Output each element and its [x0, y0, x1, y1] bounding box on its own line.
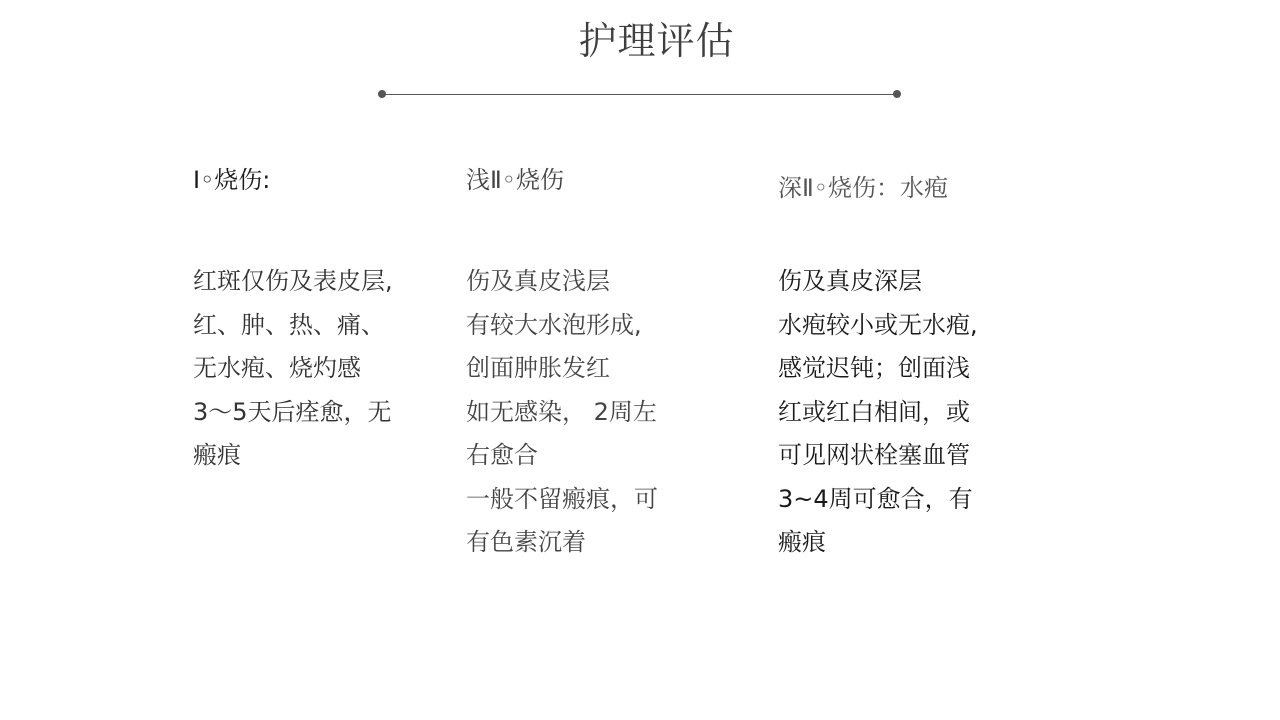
page-title: 护理评估	[578, 19, 735, 63]
column-body	[193, 260, 393, 478]
column-body	[466, 260, 658, 565]
body-line: 水疱较小或无水疱,	[778, 310, 978, 339]
body-line: 伤及真皮浅层	[466, 267, 610, 295]
body-line: 有较大水泡形成,	[466, 310, 642, 339]
body-line: 红或红白相间，或	[778, 397, 970, 426]
body-line: 右愈合	[466, 441, 538, 469]
column-deep-second-degree-burn	[778, 0, 1078, 720]
body-line: 一般不留瘢痕，可	[466, 484, 658, 513]
body-line: 3~4周可愈合，有	[778, 484, 973, 513]
body-line: 伤及真皮深层	[778, 267, 922, 295]
body-line: 红斑仅伤及表皮层,	[193, 267, 393, 295]
body-line: 瘢痕	[193, 441, 241, 469]
body-line: 3～5天后痊愈，无	[193, 397, 392, 426]
column-heading: 浅Ⅱ◦烧伤	[466, 166, 564, 194]
body-line: 有色素沉着	[466, 528, 586, 556]
body-line: 可见网状栓塞血管	[778, 441, 970, 469]
column-superficial-second-degree-burn	[466, 0, 766, 720]
body-line: 红、肿、热、痛、	[193, 310, 385, 339]
body-line: 感觉迟钝；创面浅	[778, 354, 970, 382]
column-body	[778, 260, 978, 565]
body-line: 无水疱、烧灼感	[193, 354, 361, 382]
body-line: 创面肿胀发红	[466, 354, 610, 382]
column-heading: I◦烧伤:	[193, 166, 271, 194]
column-heading: 深Ⅱ◦烧伤：水疱	[778, 174, 948, 202]
body-line: 如无感染， 2周左	[466, 397, 657, 426]
column-first-degree-burn	[193, 0, 493, 720]
body-line: 瘢痕	[778, 528, 826, 556]
